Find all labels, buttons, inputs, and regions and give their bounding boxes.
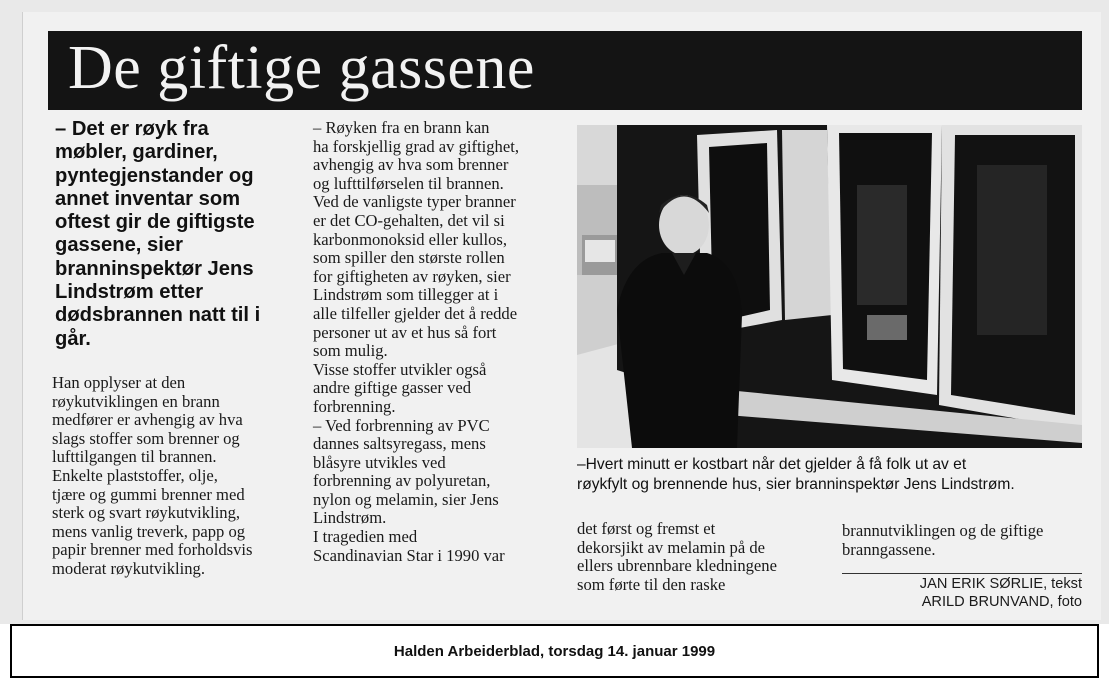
text-line: medfører er avhengig av hva (52, 410, 243, 430)
text-line: ellers ubrennbare kledningene (577, 556, 777, 576)
text-line: I tragedien med (313, 527, 418, 547)
text-line: – Ved forbrenning av PVC (313, 415, 490, 435)
text-line: lufttilgangen til brannen. (52, 447, 217, 467)
text-line: ha forskjellig grad av giftighet, (313, 136, 519, 156)
lead-line: gassene, sier (55, 234, 183, 257)
byline-rule (842, 573, 1082, 574)
text-line: som mulig. (313, 341, 388, 361)
text-line: det først og fremst et (577, 519, 716, 538)
text-line: alle tilfeller gjelder det å redde (313, 303, 518, 323)
byline-line: ARILD BRUNVAND, foto (921, 594, 1082, 610)
text-line: Scandinavian Star i 1990 var (313, 545, 505, 565)
text-line: Ved de vanligste typer branner (313, 192, 516, 212)
article-photo (577, 125, 1082, 448)
text-line: forbrenning. (313, 396, 396, 416)
lead-line: går. (55, 327, 91, 350)
text-line: branngassene. (842, 539, 936, 559)
text-line: røykutviklingen en brann (52, 391, 220, 411)
text-line: personer ut av et hus så fort (313, 322, 497, 342)
article-column-4 (842, 522, 1043, 559)
lead-line: pyntegjenstander og (55, 164, 254, 187)
source-box (10, 624, 1099, 678)
text-line: karbonmonoksid eller kullos, (313, 229, 508, 249)
lead-line: branninspektør Jens (55, 257, 254, 280)
article-column-3 (577, 520, 777, 594)
text-line: Lindstrøm som tillegger at i (313, 285, 499, 305)
source-citation: Halden Arbeiderblad, torsdag 14. januar 1999 (393, 642, 716, 660)
lead-line: dødsbrannen natt til i (55, 304, 261, 327)
text-line: sterk og svart røykutvikling, (52, 503, 241, 523)
text-line: og lufttilførselen til brannen. (313, 173, 504, 193)
text-line: brannutviklingen og de giftige (842, 521, 1044, 540)
text-line: blåsyre utvikles ved (313, 452, 446, 472)
text-line: papir brenner med forholdsvis (52, 540, 253, 560)
article-column-2 (313, 119, 519, 565)
photo-caption (577, 455, 1082, 495)
text-line: Visse stoffer utvikler også (313, 359, 487, 379)
text-line: Han opplyser at den (52, 373, 186, 392)
text-line: – Røyken fra en brann kan (313, 118, 490, 137)
lead-line: Lindstrøm etter (55, 281, 204, 304)
text-line: som spiller den største rollen (313, 248, 505, 268)
text-line: Lindstrøm. (313, 508, 387, 528)
lead-line: møbler, gardiner, (55, 141, 218, 164)
text-line: forbrenning av polyuretan, (313, 471, 491, 491)
text-line: Enkelte plaststoffer, olje, (52, 465, 218, 485)
text-line: dekorsjikt av melamin på de (577, 537, 766, 557)
text-line: for giftigheten av røyken, sier (313, 266, 511, 286)
text-line: moderat røykutvikling. (52, 558, 206, 578)
lead-line: – Det er røyk fra (55, 118, 209, 140)
text-line: slags stoffer som brenner og (52, 428, 240, 448)
article-column-1 (52, 374, 252, 579)
caption-line: røykfylt og brennende hus, sier branninspektør Jens Lindstrøm. (577, 476, 1015, 493)
photo-illustration (577, 125, 1082, 448)
text-line: andre giftige gasser ved (313, 378, 472, 398)
text-line: avhengig av hva som brenner (313, 155, 509, 175)
article-headline: De giftige gassene (68, 34, 535, 102)
byline-line: JAN ERIK SØRLIE, tekst (919, 576, 1082, 592)
lead-line: annet inventar som (55, 187, 241, 210)
text-line: nylon og melamin, sier Jens (313, 489, 499, 509)
text-line: som førte til den raske (577, 574, 726, 594)
text-line: mens vanlig treverk, papp og (52, 521, 246, 541)
byline (842, 575, 1082, 611)
text-line: dannes saltsyregass, mens (313, 434, 486, 454)
caption-line: –Hvert minutt er kostbart når det gjelder å få folk ut av et (577, 456, 967, 473)
lead-line: oftest gir de giftigste (55, 211, 255, 234)
article-lead (55, 118, 295, 351)
text-line: er det CO-gehalten, det vil si (313, 210, 505, 230)
text-line: tjære og gummi brenner med (52, 484, 245, 504)
